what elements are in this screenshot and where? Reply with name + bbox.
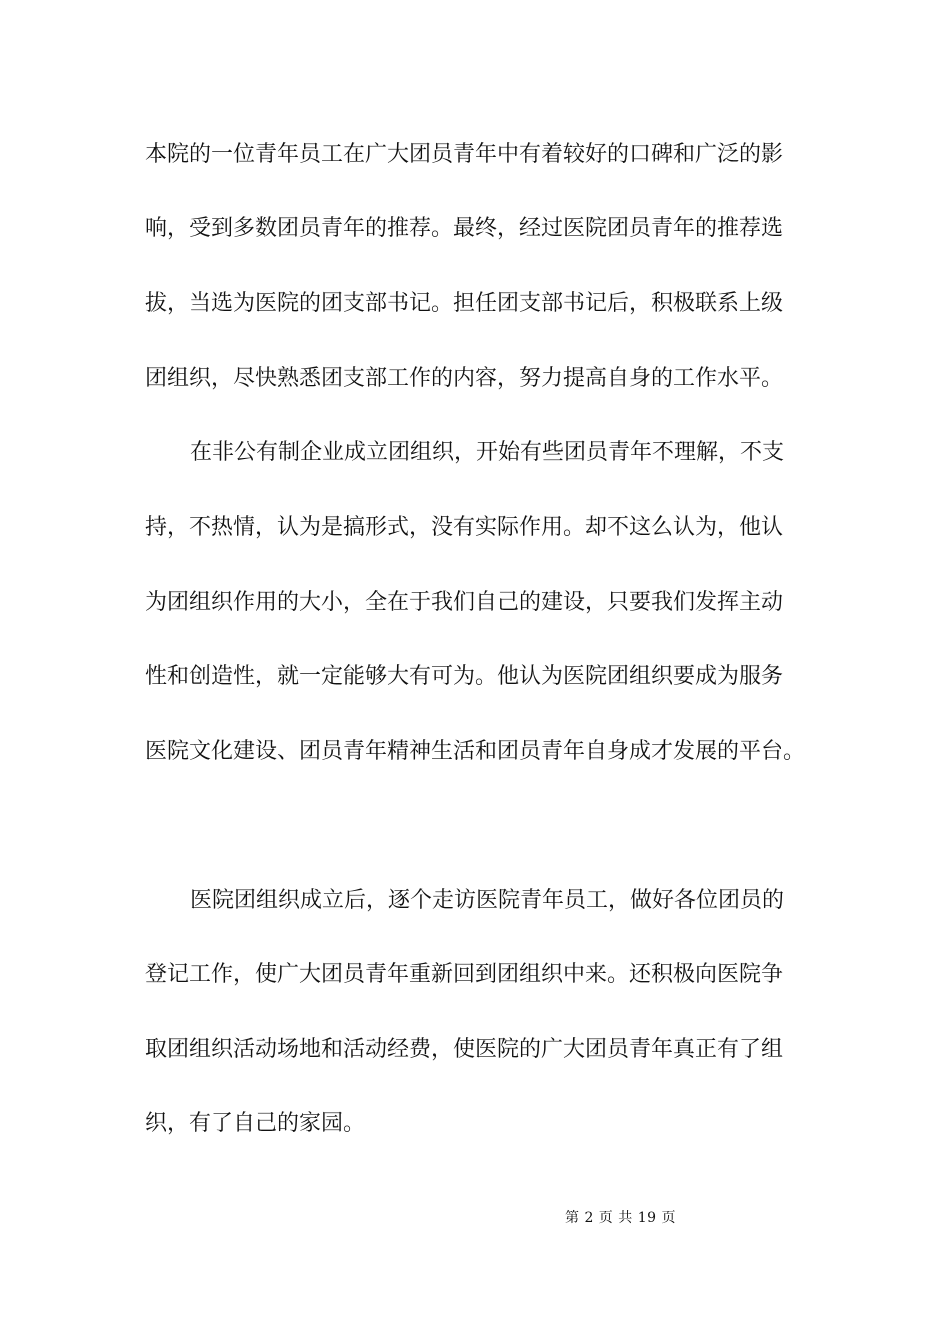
text-line: 织，有了自己的家园。 <box>145 1111 366 1136</box>
paragraph-3-line-2 <box>0 955 950 995</box>
text-line: 性和创造性，就一定能够大有可为。他认为医院团组织要成为服务 <box>145 664 784 689</box>
text-line: 医院文化建设、团员青年精神生活和团员青年自身成才发展的平台。 <box>145 739 806 764</box>
text-line: 响，受到多数团员青年的推荐。最终，经过医院团员青年的推荐选 <box>145 216 784 241</box>
text-line: 本院的一位青年员工在广大团员青年中有着较好的口碑和广泛的影 <box>145 142 784 167</box>
text-line: 拔，当选为医院的团支部书记。担任团支部书记后，积极联系上级 <box>145 291 784 316</box>
text-line: 登记工作，使广大团员青年重新回到团组织中来。还积极向医院争 <box>145 962 784 987</box>
paragraph-1-line-3 <box>0 284 950 324</box>
paragraph-2-line-2 <box>0 508 950 548</box>
text-line: 为团组织作用的大小，全在于我们自己的建设，只要我们发挥主动 <box>145 590 784 615</box>
paragraph-2-line-5 <box>0 732 950 772</box>
page-footer <box>0 1206 950 1230</box>
paragraph-2-line-1 <box>0 433 950 473</box>
paragraph-3-line-4 <box>0 1104 950 1144</box>
paragraph-1-line-4 <box>0 359 950 399</box>
paragraph-2-line-4 <box>0 657 950 697</box>
text-line: 医院团组织成立后，逐个走访医院青年员工，做好各位团员的 <box>190 888 785 913</box>
text-line: 团组织，尽快熟悉团支部工作的内容，努力提高自身的工作水平。 <box>145 366 784 391</box>
text-line: 在非公有制企业成立团组织，开始有些团员青年不理解，不支 <box>190 440 785 465</box>
text-line: 持，不热情，认为是搞形式，没有实际作用。却不这么认为，他认 <box>145 515 784 540</box>
paragraph-2-line-3 <box>0 583 950 623</box>
page-number-label: 第 2 页 共 19 页 <box>565 1210 676 1226</box>
text-line: 取团组织活动场地和活动经费，使医院的广大团员青年真正有了组 <box>145 1037 784 1062</box>
paragraph-3-line-3 <box>0 1030 950 1070</box>
paragraph-1-line-1 <box>0 135 950 175</box>
paragraph-1-line-2 <box>0 209 950 249</box>
paragraph-3-line-1 <box>0 881 950 921</box>
